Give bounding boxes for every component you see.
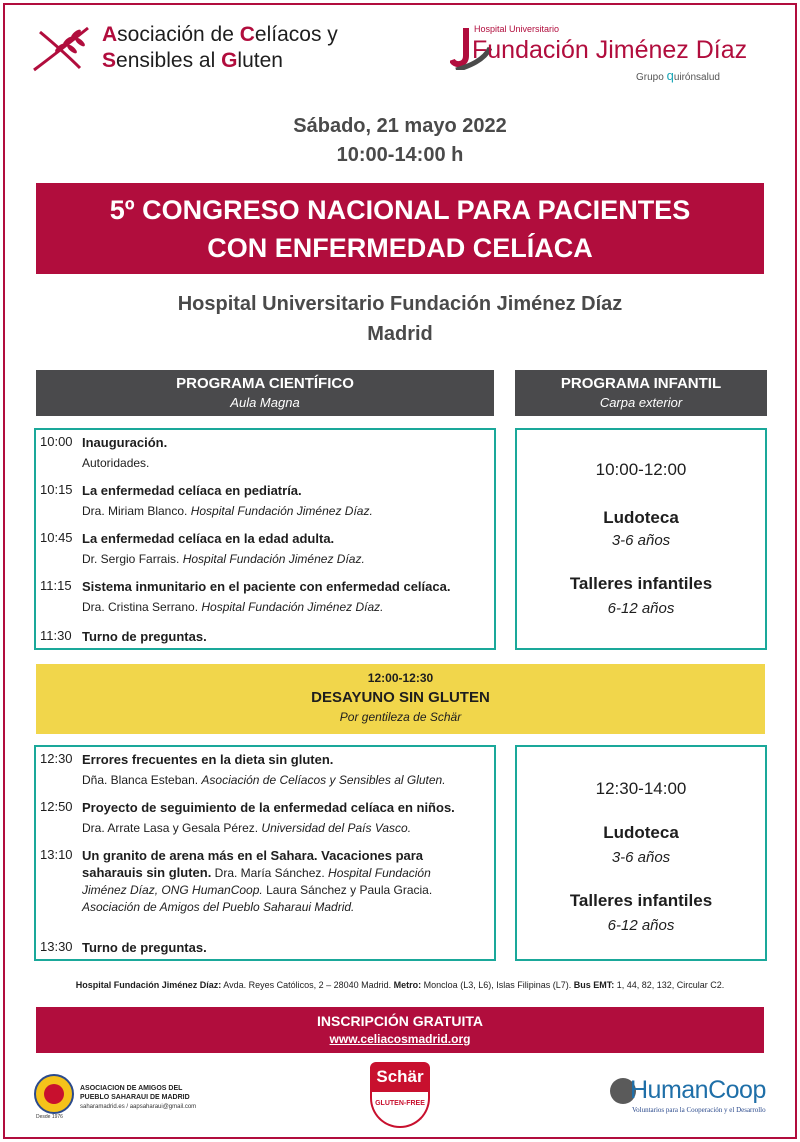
kids-session-time: 10:00-12:00	[595, 460, 687, 479]
schar-logo	[370, 1062, 430, 1128]
saharaui-web: saharamadrid.es / aapsaharaui@gmail.com	[80, 1104, 197, 1110]
saharaui-logo	[34, 1074, 204, 1120]
kids-activity: Talleres infantiles	[569, 891, 713, 910]
breakfast-time: 12:00-12:30	[367, 671, 434, 685]
breakfast-banner	[36, 664, 765, 734]
registration-label: INSCRIPCIÓN GRATUITA	[317, 1013, 483, 1029]
schar-name: Schär	[370, 1062, 430, 1092]
address-line: Hospital Fundación Jiménez Díaz: Avda. Reyes Católicos, 2 – 28040 Madrid. Metro: Moncloa (L3, L6), Islas Filipinas (L7). Bus EMT: 1, 44, 82, 132, Circular C2.	[75, 980, 725, 990]
saharaui-emblem-icon	[34, 1074, 74, 1114]
kids-age: 3-6 años	[611, 532, 671, 549]
saharaui-name: ASOCIACION DE AMIGOS DEL PUEBLO SAHARAUI DE MADRID	[80, 1085, 190, 1101]
event-title: 5º CONGRESO NACIONAL PARA PACIENTES CON ENFERMEDAD CELÍACA	[36, 183, 764, 274]
humancoop-logo	[610, 1074, 770, 1120]
kids-activity: Ludoteca	[603, 508, 679, 527]
fjd-title: Fundación Jiménez Díaz	[472, 36, 748, 64]
schar-tag: GLUTEN-FREE	[370, 1092, 430, 1128]
wheat-icon	[30, 22, 92, 76]
kids-session-morning	[515, 428, 767, 650]
morning-schedule: 10:00 Inauguración. Autoridades. 10:15 La enfermedad celíaca en pediatría. Dra. Miriam Blanco. Hospital Fundación Jiménez Díaz. 10:45 La enfermedad celíaca en la edad adulta. Dr. Sergio Farrais. Hospital Fundación Jiménez Díaz. 11:15 Sistema inmunitario en el paciente con enfermedad celíaca. Dra. Cristina Serrano. Hospital Fundación Jiménez Díaz. 11:30 Turno de preguntas.	[34, 428, 496, 650]
kids-age: 3-6 años	[611, 849, 671, 866]
afternoon-schedule: 12:30 Errores frecuentes en la dieta sin gluten. Dña. Blanca Esteban. Asociación de Celíacos y Sensibles al Gluten. 12:50 Proyecto de seguimiento de la enfermedad celíaca en niños. Dra. Arrate Lasa y Gesala Pérez. Universidad del País Vasco. 13:10 Un granito de arena más en el Sahara. Vacaciones para saharauis sin gluten. Dra. María Sánchez. Hospital Fundación Jiménez Díaz, ONG HumanCoop. Laura Sánchez y Paula Gracia. Asociación de Amigos del Pueblo Saharaui Madrid. 13:30 Turno de preguntas.	[34, 745, 496, 961]
programa-cientifico-header: PROGRAMA CIENTÍFICO Aula Magna	[36, 370, 494, 416]
kids-activity: Ludoteca	[603, 823, 679, 842]
saharaui-since: Desde 1976	[36, 1114, 63, 1120]
event-date: Sábado, 21 mayo 2022 10:00-14:00 h	[293, 115, 507, 166]
kids-age: 6-12 años	[607, 600, 675, 617]
breakfast-sponsor: Por gentileza de Schär	[339, 710, 462, 724]
acs-logo	[30, 18, 370, 80]
programa-infantil-header: PROGRAMA INFANTIL Carpa exterior	[515, 370, 767, 416]
fjd-group: Grupo quirónsalud	[636, 68, 720, 83]
kids-session-time: 12:30-14:00	[595, 779, 687, 798]
event-venue: Hospital Universitario Fundación Jiménez Díaz Madrid	[177, 293, 623, 345]
registration-banner	[36, 1007, 764, 1053]
acs-name: Asociación de Celíacos y Sensibles al Gluten	[102, 23, 338, 72]
kids-session-afternoon	[515, 745, 767, 961]
fjd-logo	[450, 16, 780, 82]
kids-age: 6-12 años	[607, 917, 675, 934]
breakfast-name: DESAYUNO SIN GLUTEN	[311, 689, 490, 706]
registration-link[interactable]: www.celiacosmadrid.org	[329, 1032, 471, 1046]
kids-activity: Talleres infantiles	[569, 574, 713, 593]
fjd-subtitle: Hospital Universitario	[474, 24, 560, 34]
humancoop-tagline: Voluntarios para la Cooperación y el Desarrollo	[632, 1106, 766, 1114]
humancoop-name: HumanCoop	[630, 1076, 766, 1104]
